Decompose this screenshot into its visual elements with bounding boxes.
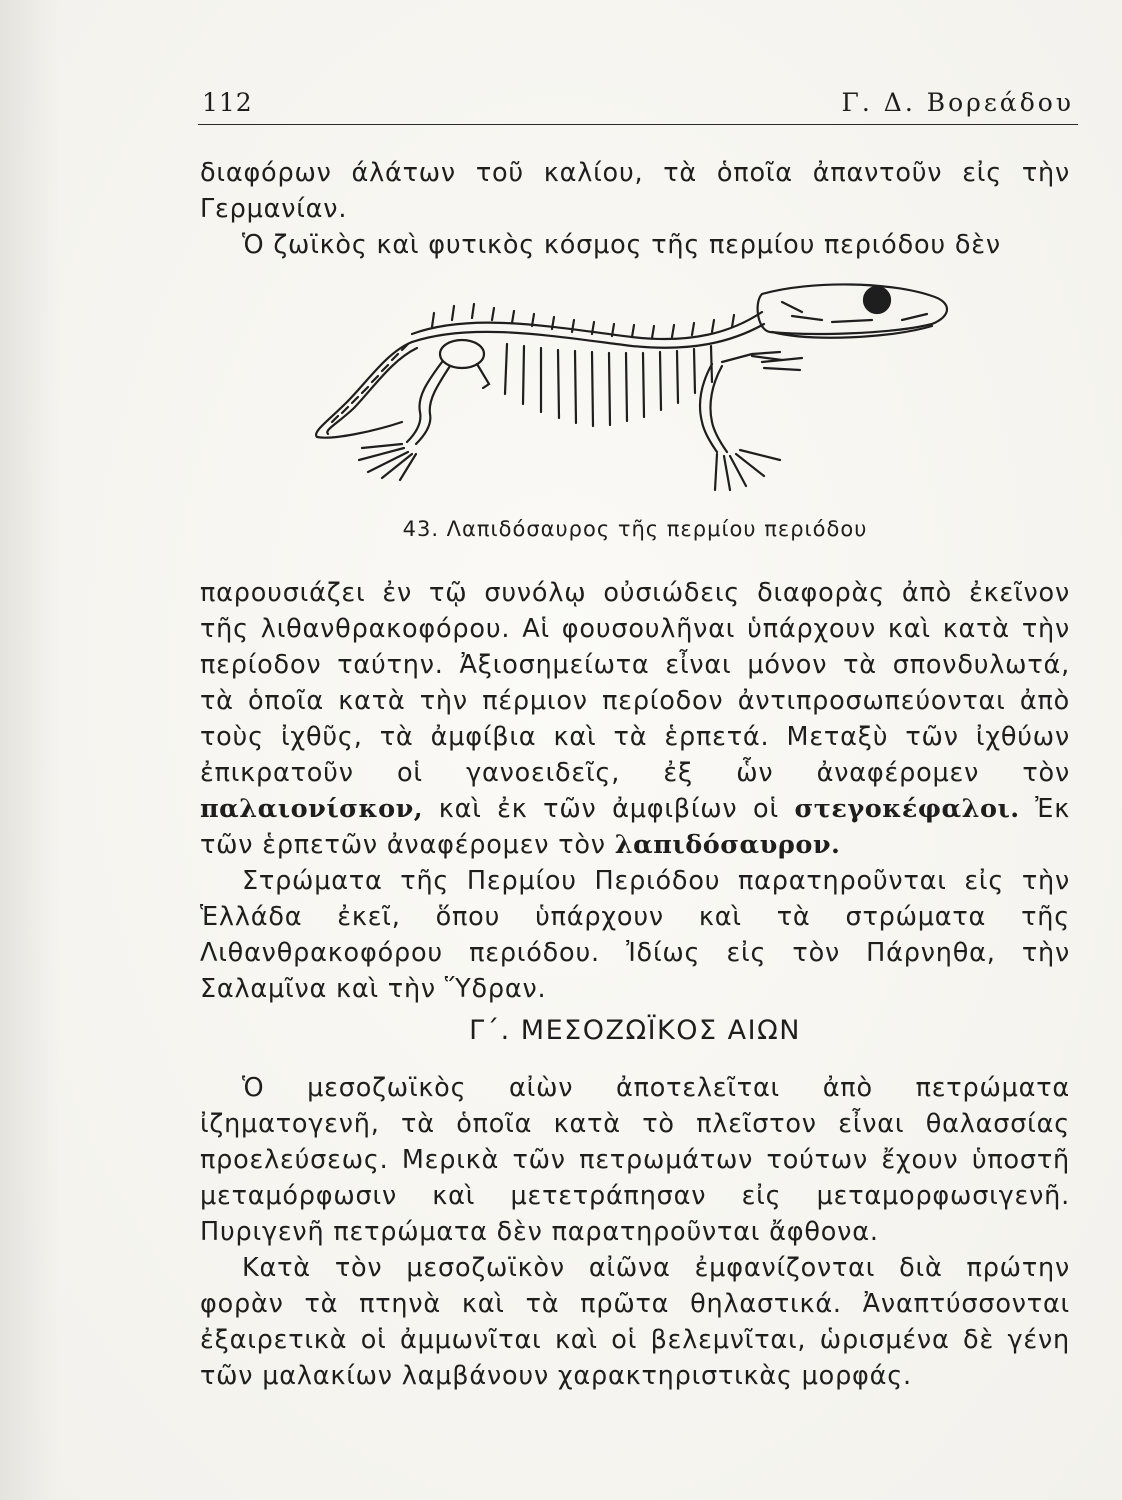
term-lapidosaurus: λαπιδόσαυρον. xyxy=(614,830,841,860)
paragraph-text: παρουσιάζει ἐν τῷ συνόλῳ οὐσιώδεις διαφορὰς ἀπὸ ἐκεῖνον τῆς λιθανθρακοφόρου. Αἱ φουσουλῆναι ὑπάρχουν καὶ κατὰ τὴν περίοδον ταύτην. Ἀξιοσημείωτα εἶναι μόνον τὰ σπονδυλωτά, τὰ ὁποῖα κατὰ τὴν πέρμιον περίοδον ἀντιπροσωπεύονται ἀπὸ τοὺς ἰχθῦς, τὰ ἀμφίβια καὶ τὰ ἑρπετά. Μεταξὺ τῶν ἰχθύων ἐπικρατοῦν οἱ γανοειδεῖς, ἐξ ὧν ἀναφέρομεν τὸν xyxy=(200,578,1070,788)
text-block-top xyxy=(200,155,1070,263)
paragraph: Κατὰ τὸν μεσοζωϊκὸν αἰῶνα ἐμφανίζονται διὰ πρώτην φορὰν τὰ πτηνὰ καὶ τὰ πρῶτα θηλαστικά. Ἀναπτύσσονται ἐξαιρετικὰ οἱ ἀμμωνῖται καὶ οἱ βελεμνῖται, ὡρισμένα δὲ γένη τῶν μαλακίων λαμβάνουν χαρακτηριστικὰς μορφάς. xyxy=(200,1253,1070,1391)
running-head xyxy=(198,84,1078,124)
page-number: 112 xyxy=(202,88,253,117)
term-palaeoniscus: παλαιονίσκον, xyxy=(200,794,424,824)
lapidosaurus-skeleton-icon xyxy=(292,272,962,510)
paragraph-greece: Στρώματα τῆς Περμίου Περιόδου παρατηροῦνται εἰς τὴν Ἑλλάδα ἐκεῖ, ὅπου ὑπάρχουν καὶ τὰ στρώματα τῆς Λιθανθρακοφόρου περιόδου. Ἰδίως εἰς τὸν Πάρνηθα, τὴν Σαλαμῖνα καὶ τὴν Ὕδραν. xyxy=(200,866,1070,1004)
running-title: Γ. Δ. Βορεάδου xyxy=(841,88,1074,117)
paragraph-text: καὶ ἐκ τῶν ἀμφιβίων οἱ xyxy=(438,794,779,824)
text-block-bottom xyxy=(200,1070,1070,1394)
page-shadow-edge xyxy=(0,0,60,1500)
paragraph: Ὁ μεσοζωϊκὸς αἰὼν ἀποτελεῖται ἀπὸ πετρώματα ἰζηματογενῆ, τὰ ὁποῖα κατὰ τὸ πλεῖστον εἶναι θαλασσίας προελεύσεως. Μερικὰ τῶν πετρωμάτων τούτων ἔχουν ὑποστῆ μεταμόρφωσιν καὶ μετετράπησαν εἰς μεταμορφωσιγενῆ. Πυριγενῆ πετρώματα δὲν παρατηροῦνται ἄφθονα. xyxy=(200,1073,1070,1247)
paragraph: διαφόρων άλάτων τοῦ καλίου, τὰ ὁποῖα ἀπαντοῦν εἰς τὴν Γερμανίαν. xyxy=(200,158,1070,224)
header-rule xyxy=(198,124,1078,125)
text-block-middle xyxy=(200,575,1070,1007)
figure-lapidosaurus xyxy=(292,272,962,510)
paragraph: Ὁ ζωϊκὸς καὶ φυτικὸς κόσμος τῆς περμίου περιόδου δὲν xyxy=(242,230,1001,260)
paragraph-text: Ἐκ τῶν ἑρπετῶν ἀναφέρομεν τὸν xyxy=(200,794,1071,860)
section-heading: Γ΄. ΜΕΣΟΖΩΪΚΟΣ ΑΙΩΝ xyxy=(469,1015,801,1046)
paragraph-permian-fauna xyxy=(200,575,1070,863)
figure-caption: 43. Λαπιδόσαυρος τῆς περμίου περιόδου xyxy=(402,517,868,541)
term-stegocephali: στεγοκέφαλοι. xyxy=(794,794,1020,824)
